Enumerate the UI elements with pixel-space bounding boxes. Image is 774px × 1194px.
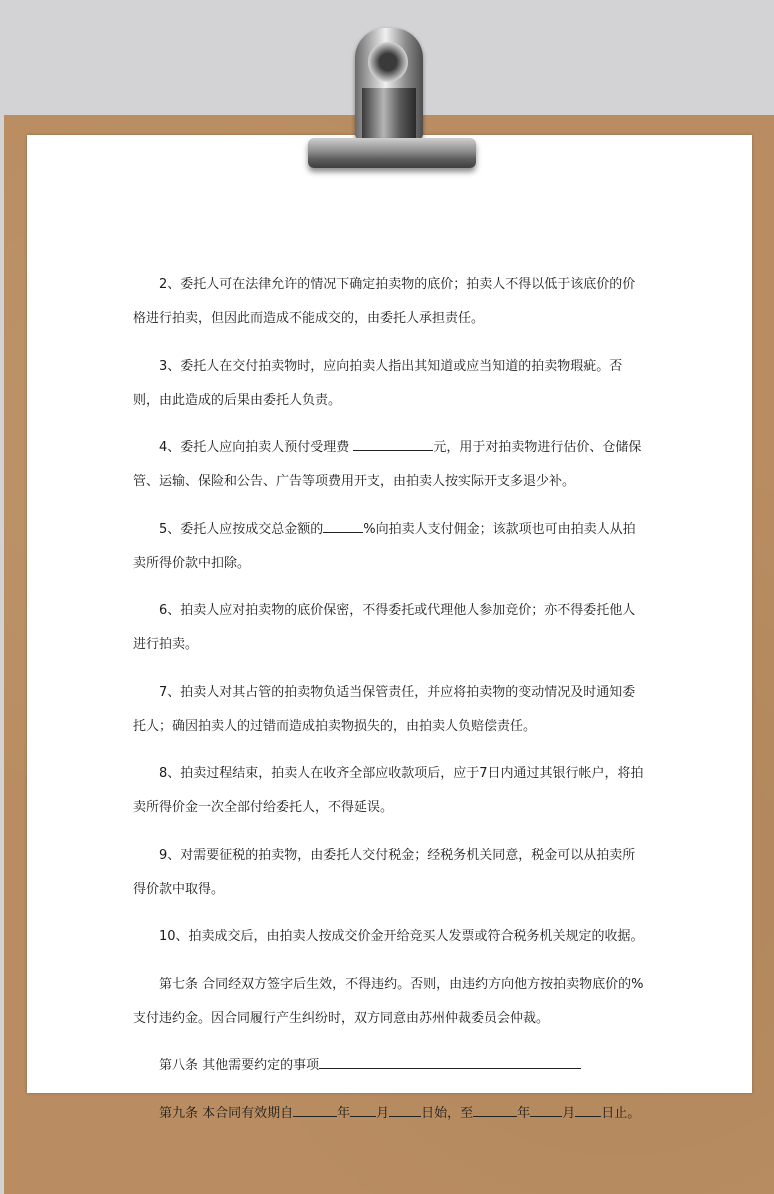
article-7: 第七条 合同经双方签字后生效，不得违约。否则，由违约方向他方按拍卖物底价的%支付违约金。因合同履行产生纠纷时，双方同意由苏州仲裁委员会仲裁。 <box>133 976 644 1026</box>
clause-4: 4、委托人应向拍卖人预付受理费 元，用于对拍卖物进行估价、仓储保管、运输、保险和公告、广告等项费用开支，由拍卖人按实际开支多退少补。 <box>133 440 642 489</box>
end-month-blank <box>530 1104 562 1117</box>
document-body <box>133 268 648 1144</box>
clause-9: 9、对需要征税的拍卖物，由委托人交付税金；经税务机关同意，税金可以从拍卖所得价款中取得。 <box>133 847 636 897</box>
fee-blank <box>353 438 433 451</box>
clause-6: 6、拍卖人应对拍卖物的底价保密，不得委托或代理他人参加竞价；亦不得委托他人进行拍卖。 <box>133 603 636 652</box>
clause-8: 8、拍卖过程结束，拍卖人在收齐全部应收款项后，应于7日内通过其银行帐户，将拍卖所得价金一次全部付给委托人，不得延误。 <box>133 766 644 815</box>
clip-ring-icon <box>368 42 408 82</box>
clip-hinge <box>362 88 416 144</box>
start-year-blank <box>293 1104 337 1117</box>
clause-2: 2、委托人可在法律允许的情况下确定拍卖物的底价；拍卖人不得以低于该底价的价格进行拍卖，但因此而造成不能成交的，由委托人承担责任。 <box>133 277 636 326</box>
end-year-blank <box>473 1104 517 1117</box>
end-day-blank <box>575 1104 601 1117</box>
start-month-blank <box>350 1104 376 1117</box>
clip-plate <box>308 138 476 168</box>
clause-7: 7、拍卖人对其占管的拍卖物负适当保管责任，并应将拍卖物的变动情况及时通知委托人；确因拍卖人的过错而造成拍卖物损失的，由拍卖人负赔偿责任。 <box>133 684 636 734</box>
clause-5: 5、委托人应按成交总金额的 %向拍卖人支付佣金；该款项也可由拍卖人从拍卖所得价款中扣除。 <box>133 521 636 571</box>
commission-blank <box>323 520 363 533</box>
article-9: 第九条 本合同有效期自 年 月 日始，至 年 月 日止。 <box>159 1105 641 1121</box>
clause-3: 3、委托人在交付拍卖物时，应向拍卖人指出其知道或应当知道的拍卖物瑕疵。否则，由此造成的后果由委托人负责。 <box>133 358 623 408</box>
clause-10: 10、拍卖成交后，由拍卖人按成交价金开给竞买人发票或符合税务机关规定的收据。 <box>159 929 644 944</box>
other-matters-blank <box>319 1056 581 1069</box>
article-8: 第八条 其他需要约定的事项 <box>133 1049 648 1083</box>
start-day-blank <box>389 1104 421 1117</box>
